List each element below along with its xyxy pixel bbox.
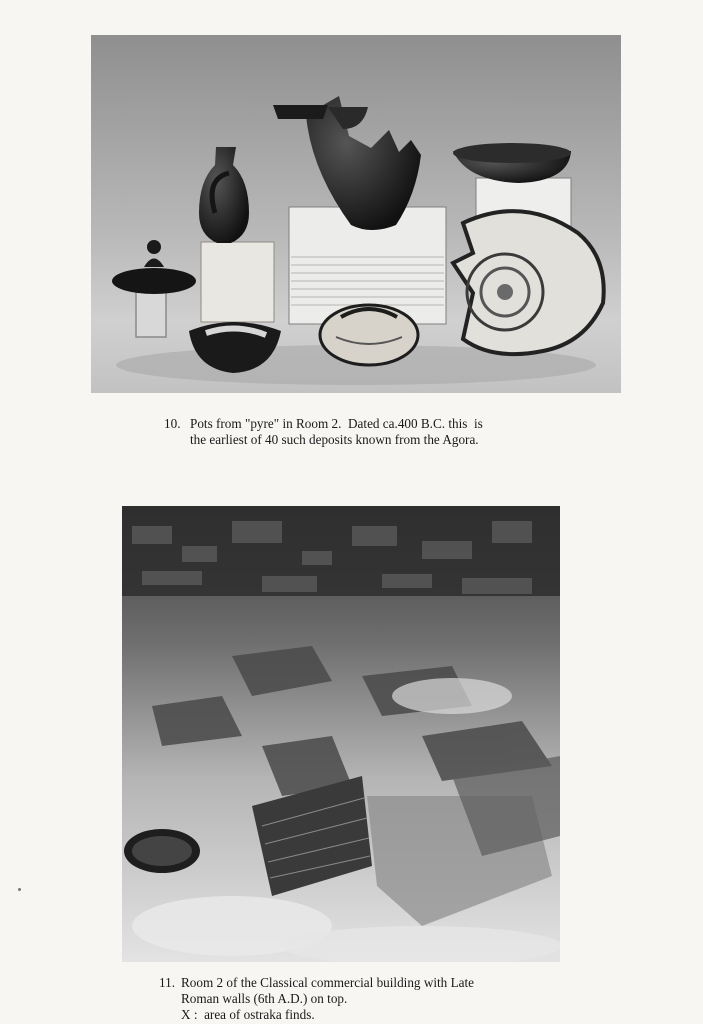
excavation-photo-illustration [122, 506, 560, 962]
figure-10-caption [164, 416, 564, 448]
figure-10-number: 10. [164, 416, 181, 431]
round-jar [320, 305, 418, 365]
figure-11-number: 11. [159, 975, 175, 990]
figure-11-line-1: Room 2 of the Classical commercial building with Late [181, 975, 474, 990]
scan-speck [18, 888, 21, 891]
display-block-left [201, 242, 274, 322]
figure-11-line-2: Roman walls (6th A.D.) on top. [181, 991, 348, 1006]
figure-11-caption [159, 975, 559, 1023]
glass-stand [136, 291, 166, 337]
excavation-photograph [122, 506, 560, 962]
figure-11-line-3: X : area of ostraka finds. [181, 1007, 315, 1022]
pottery-photo-illustration [91, 35, 621, 393]
figure-10-line-2: the earliest of 40 such deposits known from the Agora. [190, 432, 479, 447]
figure-10-line-1: Pots from "pyre" in Room 2. Dated ca.400 B.C. this is [190, 416, 483, 431]
pottery-photograph [91, 35, 621, 393]
lid-disk [112, 268, 196, 294]
